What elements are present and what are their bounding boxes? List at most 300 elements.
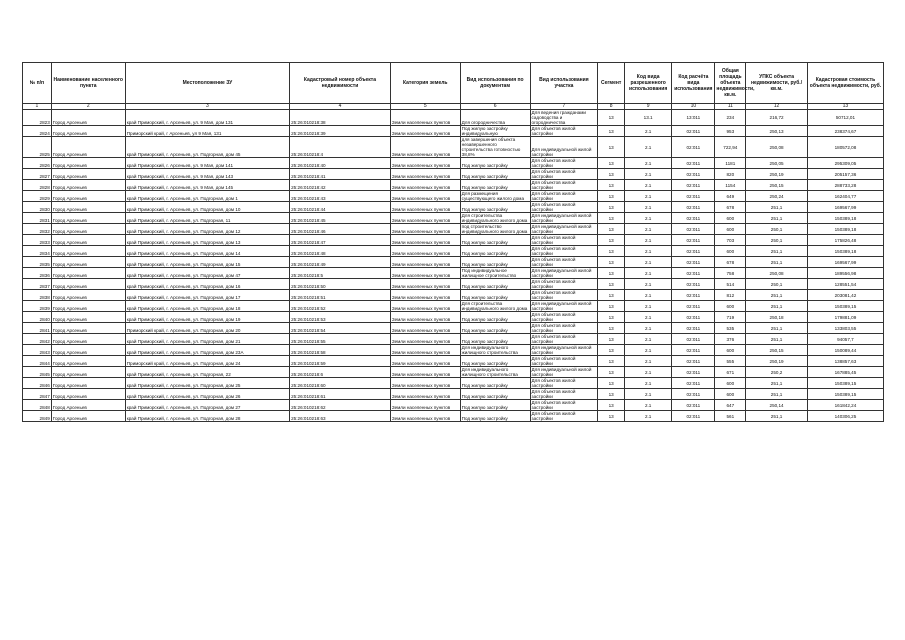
- cadastral-number-cell: 25:26:010218:50: [290, 279, 391, 290]
- cost-cell: 167885,45: [807, 367, 883, 378]
- cadastral-number-cell: 25:26:010218:44: [290, 202, 391, 213]
- calc-code-cell: 02:011: [672, 378, 715, 389]
- table-row: [23, 158, 884, 169]
- location-cell: край Приморский, г. Арсеньев, ул. Подгорная, дом 21: [125, 334, 289, 345]
- land-category-cell: Земли населенных пунктов: [390, 224, 460, 235]
- segment-cell: 13: [598, 400, 625, 411]
- table-row: [23, 323, 884, 334]
- column-header: УПКС объекта недвижимости, руб./кв.м.: [746, 63, 808, 104]
- cadastral-number-cell: 25:26:010218:45: [290, 213, 391, 224]
- column-number: 12: [746, 104, 808, 110]
- plot-use-cell: Для объектов жилой застройки: [530, 257, 598, 268]
- town-cell: Город Арсеньев: [51, 345, 125, 356]
- calc-code-cell: 02:011: [672, 246, 715, 257]
- upks-cell: 251,1: [746, 389, 808, 400]
- cost-cell: 150389,15: [807, 301, 883, 312]
- table-row: [23, 345, 884, 356]
- upks-cell: 250,08: [746, 137, 808, 158]
- upks-cell: 251,1: [746, 378, 808, 389]
- row-number: 2845: [23, 367, 52, 378]
- row-number: 2825: [23, 137, 52, 158]
- calc-code-cell: 02:011: [672, 169, 715, 180]
- table-row: [23, 301, 884, 312]
- segment-cell: 13: [598, 169, 625, 180]
- land-category-cell: Земли населенных пунктов: [390, 279, 460, 290]
- doc-use-cell: Под жилую застройку: [460, 235, 530, 246]
- upks-cell: 251,1: [746, 301, 808, 312]
- plot-use-cell: Для объектов жилой застройки: [530, 356, 598, 367]
- calc-code-cell: 02:011: [672, 367, 715, 378]
- town-cell: Город Арсеньев: [51, 389, 125, 400]
- town-cell: Город Арсеньев: [51, 110, 125, 126]
- doc-use-cell: Для строительства индивидуального жилого дома: [460, 301, 530, 312]
- table-row: [23, 268, 884, 279]
- location-cell: край Приморский, г. Арсеньев, ул. Подгорная, дом 19: [125, 312, 289, 323]
- doc-use-cell: Под жилую застройку: [460, 202, 530, 213]
- use-code-cell: 2.1: [625, 169, 672, 180]
- column-number: 3: [125, 104, 289, 110]
- plot-use-cell: Для объектов жилой застройки: [530, 235, 598, 246]
- cadastral-number-cell: 25:26:010218:62: [290, 400, 391, 411]
- area-cell: 649: [715, 191, 746, 202]
- cost-cell: 150389,18: [807, 213, 883, 224]
- cadastral-number-cell: 25:26:010218:4: [290, 137, 391, 158]
- location-cell: край Приморский, г. Арсеньев, ул. 9 Мая, дом 145: [125, 180, 289, 191]
- plot-use-cell: Для индивидуальной жилой застройки: [530, 268, 598, 279]
- calc-code-cell: 02:011: [672, 323, 715, 334]
- column-number: 6: [460, 104, 530, 110]
- use-code-cell: 2.1: [625, 312, 672, 323]
- column-header: Код расчёта вида использования: [672, 63, 715, 104]
- location-cell: край Приморский, г. Арсеньев, ул. 9 Мая, дом 131: [125, 110, 289, 126]
- land-category-cell: Земли населенных пунктов: [390, 126, 460, 137]
- column-header: Сегмент: [598, 63, 625, 104]
- location-cell: край Приморский, г. Арсеньев, ул. Подгорная, дом 28: [125, 411, 289, 422]
- use-code-cell: 2.1: [625, 224, 672, 235]
- town-cell: Город Арсеньев: [51, 137, 125, 158]
- location-cell: край Приморский, г. Арсеньев, ул. Подгорная, дом 45: [125, 137, 289, 158]
- cadastral-number-cell: 25:26:010218:51: [290, 290, 391, 301]
- cadastral-number-cell: 25:26:010218:48: [290, 246, 391, 257]
- town-cell: Город Арсеньев: [51, 246, 125, 257]
- land-category-cell: Земли населенных пунктов: [390, 334, 460, 345]
- land-category-cell: Земли населенных пунктов: [390, 301, 460, 312]
- land-category-cell: Земли населенных пунктов: [390, 246, 460, 257]
- use-code-cell: 2.1: [625, 137, 672, 158]
- calc-code-cell: 02:011: [672, 400, 715, 411]
- use-code-cell: 2.1: [625, 126, 672, 137]
- land-category-cell: Земли населенных пунктов: [390, 323, 460, 334]
- location-cell: край Приморский, г. Арсеньев, ул. Подгорная, дом 14: [125, 246, 289, 257]
- column-number: 2: [51, 104, 125, 110]
- town-cell: Город Арсеньев: [51, 158, 125, 169]
- table-row: [23, 279, 884, 290]
- plot-use-cell: Для объектов жилой застройки: [530, 312, 598, 323]
- town-cell: Город Арсеньев: [51, 257, 125, 268]
- calc-code-cell: 02:011: [672, 158, 715, 169]
- use-code-cell: 2.1: [625, 246, 672, 257]
- town-cell: Город Арсеньев: [51, 224, 125, 235]
- land-category-cell: Земли населенных пунктов: [390, 312, 460, 323]
- land-category-cell: Земли населенных пунктов: [390, 110, 460, 126]
- cadastral-sheet: [22, 62, 884, 422]
- cadastral-number-cell: 25:26:010218:46: [290, 224, 391, 235]
- plot-use-cell: Для объектов жилой застройки: [530, 191, 598, 202]
- location-cell: край Приморский, г. Арсеньев, ул. Подгорная, дом 27: [125, 400, 289, 411]
- table-row: [23, 110, 884, 126]
- land-category-cell: Земли населенных пунктов: [390, 257, 460, 268]
- town-cell: Город Арсеньев: [51, 290, 125, 301]
- calc-code-cell: 02:011: [672, 213, 715, 224]
- location-cell: край Приморский, г. Арсеньев, ул. Подгорная, 22: [125, 367, 289, 378]
- location-cell: край Приморский, г. Арсеньев, ул. Подгорная, дом 13: [125, 235, 289, 246]
- cost-cell: 205157,36: [807, 169, 883, 180]
- table-row: [23, 224, 884, 235]
- town-cell: Город Арсеньев: [51, 213, 125, 224]
- land-category-cell: Земли населенных пунктов: [390, 411, 460, 422]
- calc-code-cell: 02:011: [672, 290, 715, 301]
- town-cell: Город Арсеньев: [51, 400, 125, 411]
- area-cell: 600: [715, 345, 746, 356]
- table-row: [23, 169, 884, 180]
- plot-use-cell: Для индивидуальной жилой застройки: [530, 345, 598, 356]
- segment-cell: 13: [598, 345, 625, 356]
- table-row: [23, 378, 884, 389]
- area-cell: 535: [715, 323, 746, 334]
- segment-cell: 13: [598, 158, 625, 169]
- upks-cell: 251,1: [746, 290, 808, 301]
- land-category-cell: Земли населенных пунктов: [390, 235, 460, 246]
- row-number: 2824: [23, 126, 52, 137]
- doc-use-cell: Под жилую застройку: [460, 323, 530, 334]
- doc-use-cell: под строительство индивидуального жилого дома: [460, 224, 530, 235]
- plot-use-cell: Для объектов жилой застройки: [530, 202, 598, 213]
- location-cell: край Приморский, г. Арсеньев, ул. Подгорная, дом 15: [125, 257, 289, 268]
- cadastral-number-cell: 25:26:010218:43: [290, 191, 391, 202]
- plot-use-cell: Для индивидуальной жилой застройки: [530, 367, 598, 378]
- area-cell: 600: [715, 378, 746, 389]
- upks-cell: 250,14: [746, 400, 808, 411]
- doc-use-cell: для завершения объекта незавершенного строительства готовностью 38,8%: [460, 137, 530, 158]
- cadastral-number-cell: 25:26:010218:6: [290, 367, 391, 378]
- column-number: 7: [530, 104, 598, 110]
- segment-cell: 13: [598, 279, 625, 290]
- row-number: 2831: [23, 213, 52, 224]
- calc-code-cell: 02:011: [672, 312, 715, 323]
- location-cell: край Приморский, г. Арсеньев, ул. Подгорная, дом 47: [125, 268, 289, 279]
- upks-cell: 250,18: [746, 312, 808, 323]
- area-cell: 1154: [715, 180, 746, 191]
- segment-cell: 13: [598, 378, 625, 389]
- plot-use-cell: Для индивидуальной жилой застройки: [530, 137, 598, 158]
- column-number: 10: [672, 104, 715, 110]
- town-cell: Город Арсеньев: [51, 367, 125, 378]
- segment-cell: 13: [598, 246, 625, 257]
- cost-cell: 150389,15: [807, 389, 883, 400]
- plot-use-cell: Для объектов жилой застройки: [530, 279, 598, 290]
- cost-cell: 169567,99: [807, 202, 883, 213]
- plot-use-cell: Для объектов жилой застройки: [530, 323, 598, 334]
- upks-cell: 251,1: [746, 323, 808, 334]
- plot-use-cell: Для объектов жилой застройки: [530, 400, 598, 411]
- use-code-cell: 13.1: [625, 110, 672, 126]
- plot-use-cell: Для индивидуальной жилой застройки: [530, 213, 598, 224]
- header-row: [23, 63, 884, 104]
- calc-code-cell: 02:011: [672, 224, 715, 235]
- land-category-cell: Земли населенных пунктов: [390, 202, 460, 213]
- row-number: 2839: [23, 301, 52, 312]
- use-code-cell: 2.1: [625, 345, 672, 356]
- upks-cell: 250,1: [746, 235, 808, 246]
- column-header: Общая площадь объекта недвижимости, кв.м.: [715, 63, 746, 104]
- table-row: [23, 290, 884, 301]
- area-cell: 600: [715, 389, 746, 400]
- doc-use-cell: Под жилую застройку: [460, 257, 530, 268]
- plot-use-cell: Для индивидуальной жилой застройки: [530, 301, 598, 312]
- cadastral-number-cell: 25:26:010218:63: [290, 411, 391, 422]
- row-number: 2837: [23, 279, 52, 290]
- location-cell: край Приморский, г. Арсеньев, ул. Подгорная, дом 23А: [125, 345, 289, 356]
- table-row: [23, 137, 884, 158]
- cadastral-number-cell: 25:26:010218:41: [290, 169, 391, 180]
- segment-cell: 13: [598, 224, 625, 235]
- use-code-cell: 2.1: [625, 334, 672, 345]
- row-number: 2842: [23, 334, 52, 345]
- cost-cell: 150389,18: [807, 246, 883, 257]
- plot-use-cell: Для объектов жилой застройки: [530, 411, 598, 422]
- table-row: [23, 389, 884, 400]
- upks-cell: 251,1: [746, 246, 808, 257]
- use-code-cell: 2.1: [625, 158, 672, 169]
- town-cell: Город Арсеньев: [51, 169, 125, 180]
- segment-cell: 13: [598, 356, 625, 367]
- area-cell: 703: [715, 235, 746, 246]
- doc-use-cell: Для размещения существующего жилого дома: [460, 191, 530, 202]
- area-cell: 561: [715, 411, 746, 422]
- town-cell: Город Арсеньев: [51, 378, 125, 389]
- doc-use-cell: Под жилую застройку: [460, 158, 530, 169]
- table-row: [23, 235, 884, 246]
- area-cell: 600: [715, 246, 746, 257]
- column-header: Вид использования по документам: [460, 63, 530, 104]
- cadastral-number-cell: 25:26:010218:40: [290, 158, 391, 169]
- cost-cell: 179881,09: [807, 312, 883, 323]
- segment-cell: 13: [598, 334, 625, 345]
- use-code-cell: 2.1: [625, 411, 672, 422]
- cadastral-number-cell: 25:26:010218:38: [290, 110, 391, 126]
- column-number: 4: [290, 104, 391, 110]
- area-cell: 953: [715, 126, 746, 137]
- table-row: [23, 367, 884, 378]
- column-number: 11: [715, 104, 746, 110]
- use-code-cell: 2.1: [625, 268, 672, 279]
- column-header: Кадастровая стоимость объекта недвижимости, руб.: [807, 63, 883, 104]
- town-cell: Город Арсеньев: [51, 301, 125, 312]
- calc-code-cell: 02:011: [672, 180, 715, 191]
- location-cell: край Приморский, г. Арсеньев, ул. Подгорная, дом 17: [125, 290, 289, 301]
- location-cell: Приморский край, г. Арсеньев, ул. Подгорная, дом 20: [125, 323, 289, 334]
- segment-cell: 13: [598, 389, 625, 400]
- cost-cell: 180572,08: [807, 137, 883, 158]
- land-category-cell: Земли населенных пунктов: [390, 367, 460, 378]
- table-body: [23, 110, 884, 422]
- use-code-cell: 2.1: [625, 367, 672, 378]
- area-cell: 820: [715, 169, 746, 180]
- plot-use-cell: Для индивидуальной жилой застройки: [530, 224, 598, 235]
- calc-code-cell: 13:011: [672, 110, 715, 126]
- location-cell: край Приморский, г. Арсеньев, ул. Подгорная, дом 12: [125, 224, 289, 235]
- doc-use-cell: Под жилую застройку: [460, 389, 530, 400]
- doc-use-cell: Под жилую застройку: [460, 312, 530, 323]
- plot-use-cell: Для объектов жилой застройки: [530, 246, 598, 257]
- upks-cell: 250,08: [746, 268, 808, 279]
- column-header: Кадастровый номер объекта недвижимости: [290, 63, 391, 104]
- land-category-cell: Земли населенных пунктов: [390, 389, 460, 400]
- cadastral-number-cell: 25:26:010218:47: [290, 235, 391, 246]
- use-code-cell: 2.1: [625, 279, 672, 290]
- use-code-cell: 2.1: [625, 378, 672, 389]
- upks-cell: 250,1: [746, 279, 808, 290]
- area-cell: 376: [715, 334, 746, 345]
- cadastral-number-cell: 25:26:010218:39: [290, 126, 391, 137]
- cadastral-number-cell: 25:26:010218:53: [290, 312, 391, 323]
- cost-cell: 288733,28: [807, 180, 883, 191]
- table-row: [23, 213, 884, 224]
- town-cell: Город Арсеньев: [51, 268, 125, 279]
- segment-cell: 13: [598, 257, 625, 268]
- row-number: 2834: [23, 246, 52, 257]
- cost-cell: 169567,99: [807, 257, 883, 268]
- row-number: 2847: [23, 389, 52, 400]
- upks-cell: 250,15: [746, 345, 808, 356]
- doc-use-cell: Под жилую застройку индивидуальную: [460, 126, 530, 137]
- table-row: [23, 191, 884, 202]
- upks-cell: 251,1: [746, 213, 808, 224]
- town-cell: Город Арсеньев: [51, 191, 125, 202]
- calc-code-cell: 02:011: [672, 301, 715, 312]
- cadastral-number-cell: 25:26:010218:52: [290, 301, 391, 312]
- town-cell: Город Арсеньев: [51, 180, 125, 191]
- cadastral-number-cell: 25:26:010218:59: [290, 356, 391, 367]
- calc-code-cell: 02:011: [672, 137, 715, 158]
- land-category-cell: Земли населенных пунктов: [390, 158, 460, 169]
- town-cell: Город Арсеньев: [51, 312, 125, 323]
- segment-cell: 13: [598, 202, 625, 213]
- land-category-cell: Земли населенных пунктов: [390, 180, 460, 191]
- land-category-cell: Земли населенных пунктов: [390, 378, 460, 389]
- calc-code-cell: 02:011: [672, 356, 715, 367]
- cost-cell: 140306,25: [807, 411, 883, 422]
- town-cell: Город Арсеньев: [51, 356, 125, 367]
- upks-cell: 251,1: [746, 411, 808, 422]
- row-number: 2848: [23, 400, 52, 411]
- area-cell: 600: [715, 213, 746, 224]
- cost-cell: 128551,54: [807, 279, 883, 290]
- upks-cell: 250,13: [746, 126, 808, 137]
- town-cell: Город Арсеньев: [51, 279, 125, 290]
- row-number: 2828: [23, 180, 52, 191]
- cost-cell: 189556,98: [807, 268, 883, 279]
- doc-use-cell: Под жилую застройку: [460, 378, 530, 389]
- column-number: 5: [390, 104, 460, 110]
- land-category-cell: Земли населенных пунктов: [390, 290, 460, 301]
- location-cell: край Приморский, г. Арсеньев, ул. Подгорная, дом 16: [125, 279, 289, 290]
- upks-cell: 251,1: [746, 257, 808, 268]
- segment-cell: 13: [598, 411, 625, 422]
- column-number: 9: [625, 104, 672, 110]
- segment-cell: 13: [598, 290, 625, 301]
- row-number: 2827: [23, 169, 52, 180]
- cost-cell: 50712,01: [807, 110, 883, 126]
- row-number: 2826: [23, 158, 52, 169]
- segment-cell: 13: [598, 126, 625, 137]
- use-code-cell: 2.1: [625, 257, 672, 268]
- segment-cell: 13: [598, 301, 625, 312]
- row-number: 2843: [23, 345, 52, 356]
- land-category-cell: Земли населенных пунктов: [390, 213, 460, 224]
- area-cell: 600: [715, 301, 746, 312]
- row-number: 2830: [23, 202, 52, 213]
- use-code-cell: 2.1: [625, 356, 672, 367]
- location-cell: край Приморский, г. Арсеньев, ул. 9 Мая, дом 141: [125, 158, 289, 169]
- use-code-cell: 2.1: [625, 389, 672, 400]
- town-cell: Город Арсеньев: [51, 235, 125, 246]
- calc-code-cell: 02:011: [672, 389, 715, 400]
- calc-code-cell: 02:011: [672, 334, 715, 345]
- table-row: [23, 202, 884, 213]
- land-category-cell: Земли населенных пунктов: [390, 268, 460, 279]
- town-cell: Город Арсеньев: [51, 126, 125, 137]
- use-code-cell: 2.1: [625, 235, 672, 246]
- column-number: 1: [23, 104, 52, 110]
- calc-code-cell: 02:011: [672, 345, 715, 356]
- plot-use-cell: Для объектов жилой застройки: [530, 158, 598, 169]
- area-cell: 812: [715, 290, 746, 301]
- location-cell: край Приморский, г. Арсеньев, ул. Подгорная, дом 26: [125, 389, 289, 400]
- doc-use-cell: Под жилую застройку: [460, 400, 530, 411]
- plot-use-cell: Для объектов жилой застройки: [530, 389, 598, 400]
- cadastral-number-cell: 25:26:010218:54: [290, 323, 391, 334]
- table-row: [23, 334, 884, 345]
- upks-cell: 250,19: [746, 356, 808, 367]
- calc-code-cell: 02:011: [672, 126, 715, 137]
- row-number: 2835: [23, 257, 52, 268]
- upks-cell: 250,24: [746, 191, 808, 202]
- table-row: [23, 257, 884, 268]
- doc-use-cell: Для строительства индивидуального жилого дома: [460, 213, 530, 224]
- doc-use-cell: Под жилую застройку: [460, 246, 530, 257]
- table-row: [23, 246, 884, 257]
- town-cell: Город Арсеньев: [51, 202, 125, 213]
- row-number: 2832: [23, 224, 52, 235]
- upks-cell: 250,15: [746, 180, 808, 191]
- doc-use-cell: Под жилую застройку: [460, 334, 530, 345]
- table-row: [23, 312, 884, 323]
- cost-cell: 175826,48: [807, 235, 883, 246]
- calc-code-cell: 02:011: [672, 257, 715, 268]
- calc-code-cell: 02:011: [672, 268, 715, 279]
- table-row: [23, 411, 884, 422]
- cost-cell: 295309,05: [807, 158, 883, 169]
- segment-cell: 13: [598, 213, 625, 224]
- area-cell: 555: [715, 356, 746, 367]
- cost-cell: 94057,7: [807, 334, 883, 345]
- plot-use-cell: Для объектов жилой застройки: [530, 169, 598, 180]
- cadastral-number-cell: 25:26:010218:60: [290, 378, 391, 389]
- cost-cell: 238374,67: [807, 126, 883, 137]
- location-cell: край Приморский, г. Арсеньев, ул. Подгорная, дом 18: [125, 301, 289, 312]
- column-header: Местоположение ЗУ: [125, 63, 289, 104]
